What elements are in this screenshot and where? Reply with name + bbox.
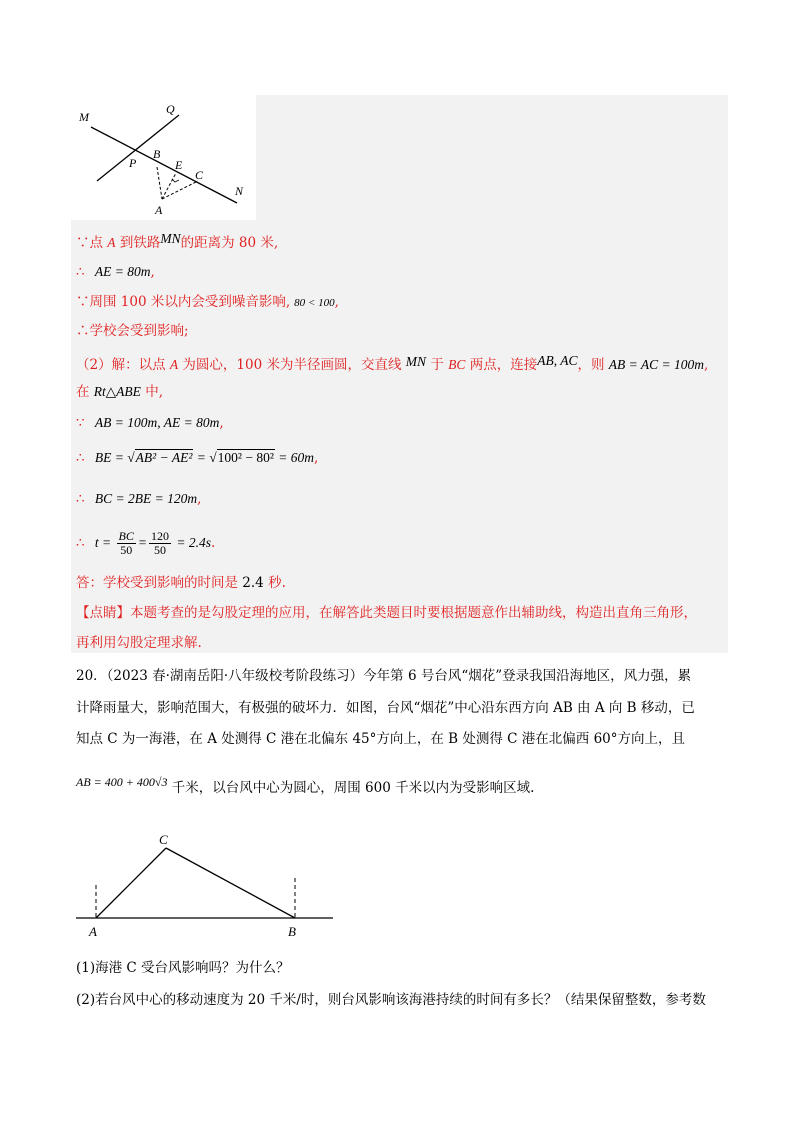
text: ，则 — [577, 357, 609, 373]
equals: = — [193, 450, 210, 465]
typhoon-diagram-svg — [71, 830, 341, 945]
answer-line — [76, 573, 286, 593]
solution-line-7 — [76, 413, 224, 433]
label-N: N — [235, 184, 244, 198]
math-expression: AB = 100m, AE = 80m — [94, 415, 220, 430]
math-expression: 80 < 100 — [294, 297, 335, 309]
label-Q: Q — [166, 102, 175, 116]
problem20-line-4 — [76, 775, 535, 798]
label-A: A — [155, 203, 163, 217]
math-lhs: t = — [94, 535, 115, 550]
numerator: 120 — [150, 529, 169, 543]
label-B: B — [153, 147, 161, 161]
problem20-line-3: 知点 C 为一海港，在 A 处测得 C 港在北偏东 45°方向上，在 B 处测得 C 港在北偏西 60°方向上，且 — [76, 731, 686, 747]
label-C: C — [195, 168, 204, 182]
points-BC: BC — [448, 357, 466, 372]
text: , — [219, 415, 224, 431]
comment-line-2: 再利用勾股定理求解. — [76, 635, 202, 651]
solution-line-9 — [76, 489, 201, 509]
figure-typhoon-diagram — [71, 830, 341, 945]
question-2: (2)若台风中心的移动速度为 20 千米/时，则台风影响该海港持续的时间有多长？（结果保留整数，参考数 — [76, 992, 706, 1008]
label-P: P — [129, 156, 137, 170]
segment-AE — [162, 173, 176, 199]
because-symbol: ∵ — [76, 415, 85, 431]
text: ∵周围 100 米以内会受到噪音影响, — [76, 294, 291, 310]
label-B: B — [288, 924, 296, 939]
sqrt-1: √AB² − AE² — [127, 450, 193, 465]
text: , — [197, 491, 202, 507]
text: 两点，连接 — [465, 357, 538, 373]
math-lhs: BE = — [94, 450, 128, 465]
text: 的距离为 80 米, — [180, 235, 279, 251]
math-expression: Rt△ABE — [93, 384, 141, 399]
text: 到铁路 — [115, 235, 161, 251]
problem20-line-1: 20．（2023 春·湖南岳阳·八年级校考阶段练习）今年第 6 号台风“烟花”登录我国沿海地区，风力强，累 — [76, 668, 692, 684]
solution-line-8 — [76, 448, 318, 468]
comment-line-1: 【点睛】本题考查的是勾股定理的应用，在解答此类题目时要根据题意作出辅助线，构造出直角三角形， — [76, 605, 697, 621]
problem20-line-2: 计降雨量大，影响范围大，有极强的破坏力．如图，台风“烟花”中心沿东西方向 AB 由 A 向 B 移动，已 — [76, 700, 695, 716]
math-rhs: = 60m — [274, 450, 314, 465]
therefore-symbol: ∴ — [76, 491, 85, 507]
text: 千米，以台风中心为圆心，周围 600 千米以内为受影响区域. — [167, 780, 535, 796]
line-MN — [91, 127, 237, 203]
math-expression: BC = 2BE = 120m — [94, 491, 198, 506]
label-E: E — [175, 158, 183, 172]
point-A: A — [169, 357, 179, 372]
text: 为圆心，100 米为半径画圆，交直线 — [178, 357, 406, 373]
text: ∵点 — [76, 235, 108, 251]
solution-line-2 — [76, 262, 155, 282]
label-A: A — [89, 924, 97, 939]
fraction-1 — [117, 530, 136, 557]
text: , — [334, 294, 339, 310]
denominator: 50 — [120, 543, 133, 557]
segment-AC — [96, 848, 166, 918]
sqrt-2: √100² − 80² — [209, 450, 274, 465]
fraction-2 — [149, 530, 171, 557]
question-1: (1)海港 C 受台风影响吗？为什么？ — [76, 960, 290, 976]
segment-BC — [166, 848, 295, 918]
text: . — [210, 535, 216, 551]
label-C: C — [159, 832, 168, 847]
numerator: BC — [118, 529, 134, 543]
solution-line-10: ∴ t = $\frac{BC}{50}$ = $\frac{120}{50}$ = 2.4s. — [76, 529, 216, 557]
text: , — [314, 450, 319, 466]
text: , — [703, 357, 709, 373]
text: 答：学校受到影响的时间是 — [76, 575, 243, 591]
text: 秒. — [263, 575, 286, 591]
radicand-2: 100² − 80² — [217, 450, 274, 465]
text: 中, — [140, 384, 164, 400]
math-expression: AB = 400 + 400√3 — [76, 775, 168, 789]
segments-AB-AC: AB, AC — [537, 353, 578, 368]
solution-line-1 — [76, 233, 278, 253]
line-PQ — [97, 115, 179, 181]
text: ∴学校会受到影响; — [76, 323, 189, 339]
solution-line-6 — [76, 382, 163, 402]
text: （2）解：以点 — [76, 357, 170, 373]
math-expression: AE = 80m — [94, 264, 151, 279]
text: , — [150, 264, 155, 280]
figure-railway-diagram — [71, 95, 256, 220]
solution-line-4 — [76, 321, 189, 341]
label-M: M — [79, 110, 89, 124]
denominator: 50 — [153, 543, 166, 557]
solution-line-3 — [76, 292, 339, 313]
text: 于 — [426, 357, 449, 373]
therefore-symbol: ∴ — [76, 450, 85, 466]
point-A: A — [107, 235, 116, 250]
solution-line-5 — [76, 355, 708, 375]
math-rhs: = 2.4s — [172, 535, 211, 550]
therefore-symbol: ∴ — [76, 535, 85, 551]
text: 在 — [76, 384, 94, 400]
radicand-1: AB² − AE² — [135, 450, 193, 465]
therefore-symbol: ∴ — [76, 264, 85, 280]
math-expression: AB = AC = 100m — [608, 357, 704, 372]
answer-value: 2.4 — [242, 575, 264, 591]
line-name-MN: MN — [160, 231, 181, 246]
line-name-MN: MN — [405, 354, 427, 369]
railway-diagram-svg — [71, 95, 256, 220]
segment-AB — [157, 167, 162, 199]
